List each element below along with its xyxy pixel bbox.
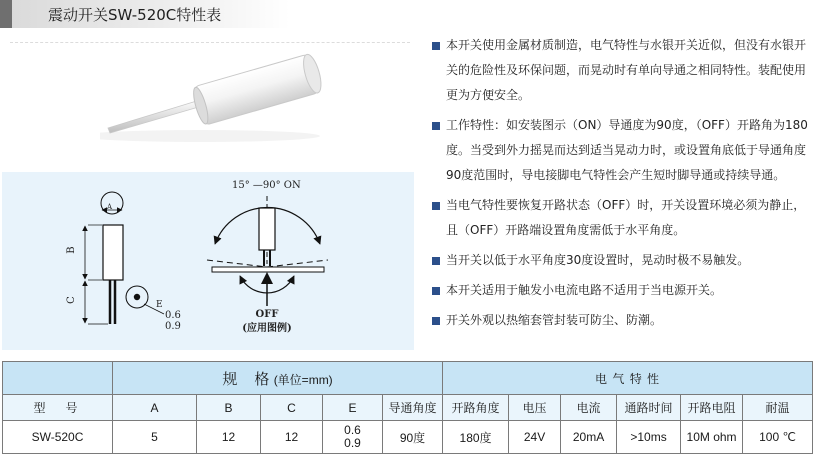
table-cell: 90度 [383,421,443,454]
column-header: 耐温 [743,395,813,421]
table-column-header [3,395,813,421]
description-item: 本开关使用金属材质制造，电气特性与水银开关近似，但没有水银开关的危险性及环保问题，而晃动时有单向导通之相同特性。装配使用更为方便安全。 [432,33,810,108]
dim-e-label: E [156,300,163,310]
dim-c-label: C [66,296,77,304]
spec-table [2,361,813,454]
table-cell-e: 0.6 0.9 [323,421,383,454]
column-header: 导通角度 [383,395,443,421]
dimension-drawing [66,192,181,332]
bullet-square-icon [432,122,440,130]
diagram-caption: (应用图例) [242,323,292,334]
model-cell: SW-520C [3,421,113,454]
table-cell: 12 [197,421,261,454]
wire-diameter-2: 0.9 [165,321,181,332]
column-header: 通路时间 [617,395,681,421]
model-column-header: 型 号 [3,395,113,421]
description-item: 开关外观以热缩套管封装可防尘、防潮。 [432,308,810,333]
table-cell: >10ms [617,421,681,454]
table-cell: 100 ℃ [743,421,813,454]
column-header: C [261,395,323,421]
column-header: E [323,395,383,421]
table-cell: 180度 [443,421,509,454]
page-title: 震动开关SW-520C特性表 [48,6,222,24]
angle-on-label: 15° —90° ON [232,180,301,191]
column-header: 开路电阻 [681,395,743,421]
dim-a-label: A [107,203,113,211]
description-item: 工作特性：如安装图示（ON）导通度为90度，（OFF）开路角为180度。当受到外力摇晃而达到适当晃动力时，或设置角底低于导通角度90度范围时，导电接脚电气特性会产生短时脚导通或持续导通。 [432,113,810,188]
table-cell: 10M ohm [681,421,743,454]
table-row [3,421,813,454]
description-item: 当电气特性要恢复开路状态（OFF）时，开关设置环境必须为静止，且（OFF）开路端设置角度需低于水平角度。 [432,193,810,243]
column-header: 电压 [509,395,561,421]
wire-diameter-1: 0.6 [165,310,181,321]
description-item: 本开关适用于触发小电流电路不适用于当电源开关。 [432,278,810,303]
table-cell: 12 [261,421,323,454]
column-header: A [113,395,197,421]
column-header: 开路角度 [443,395,509,421]
table-corner [3,362,113,395]
bullet-square-icon [432,287,440,295]
title-accent [0,0,12,28]
diagram-panel [2,172,414,350]
elec-group-header: 电 气 特 性 [443,362,813,395]
table-group-header [3,362,813,395]
description-item: 当开关以低于水平角度30度设置时，晃动时极不易触发。 [432,248,810,273]
table-cell: 5 [113,421,197,454]
bullet-square-icon [432,202,440,210]
dim-b-label: B [66,246,77,254]
application-diagram [207,180,328,334]
product-photo [100,40,340,150]
angle-off-label: OFF [255,309,279,320]
title-bar [0,0,290,28]
spec-group-header: 规 格 (单位=mm) [113,362,443,395]
bullet-square-icon [432,257,440,265]
column-header: B [197,395,261,421]
bullet-square-icon [432,42,440,50]
description-list [432,33,810,338]
table-cell: 20mA [561,421,617,454]
bullet-square-icon [432,317,440,325]
table-cell: 24V [509,421,561,454]
column-header: 电流 [561,395,617,421]
